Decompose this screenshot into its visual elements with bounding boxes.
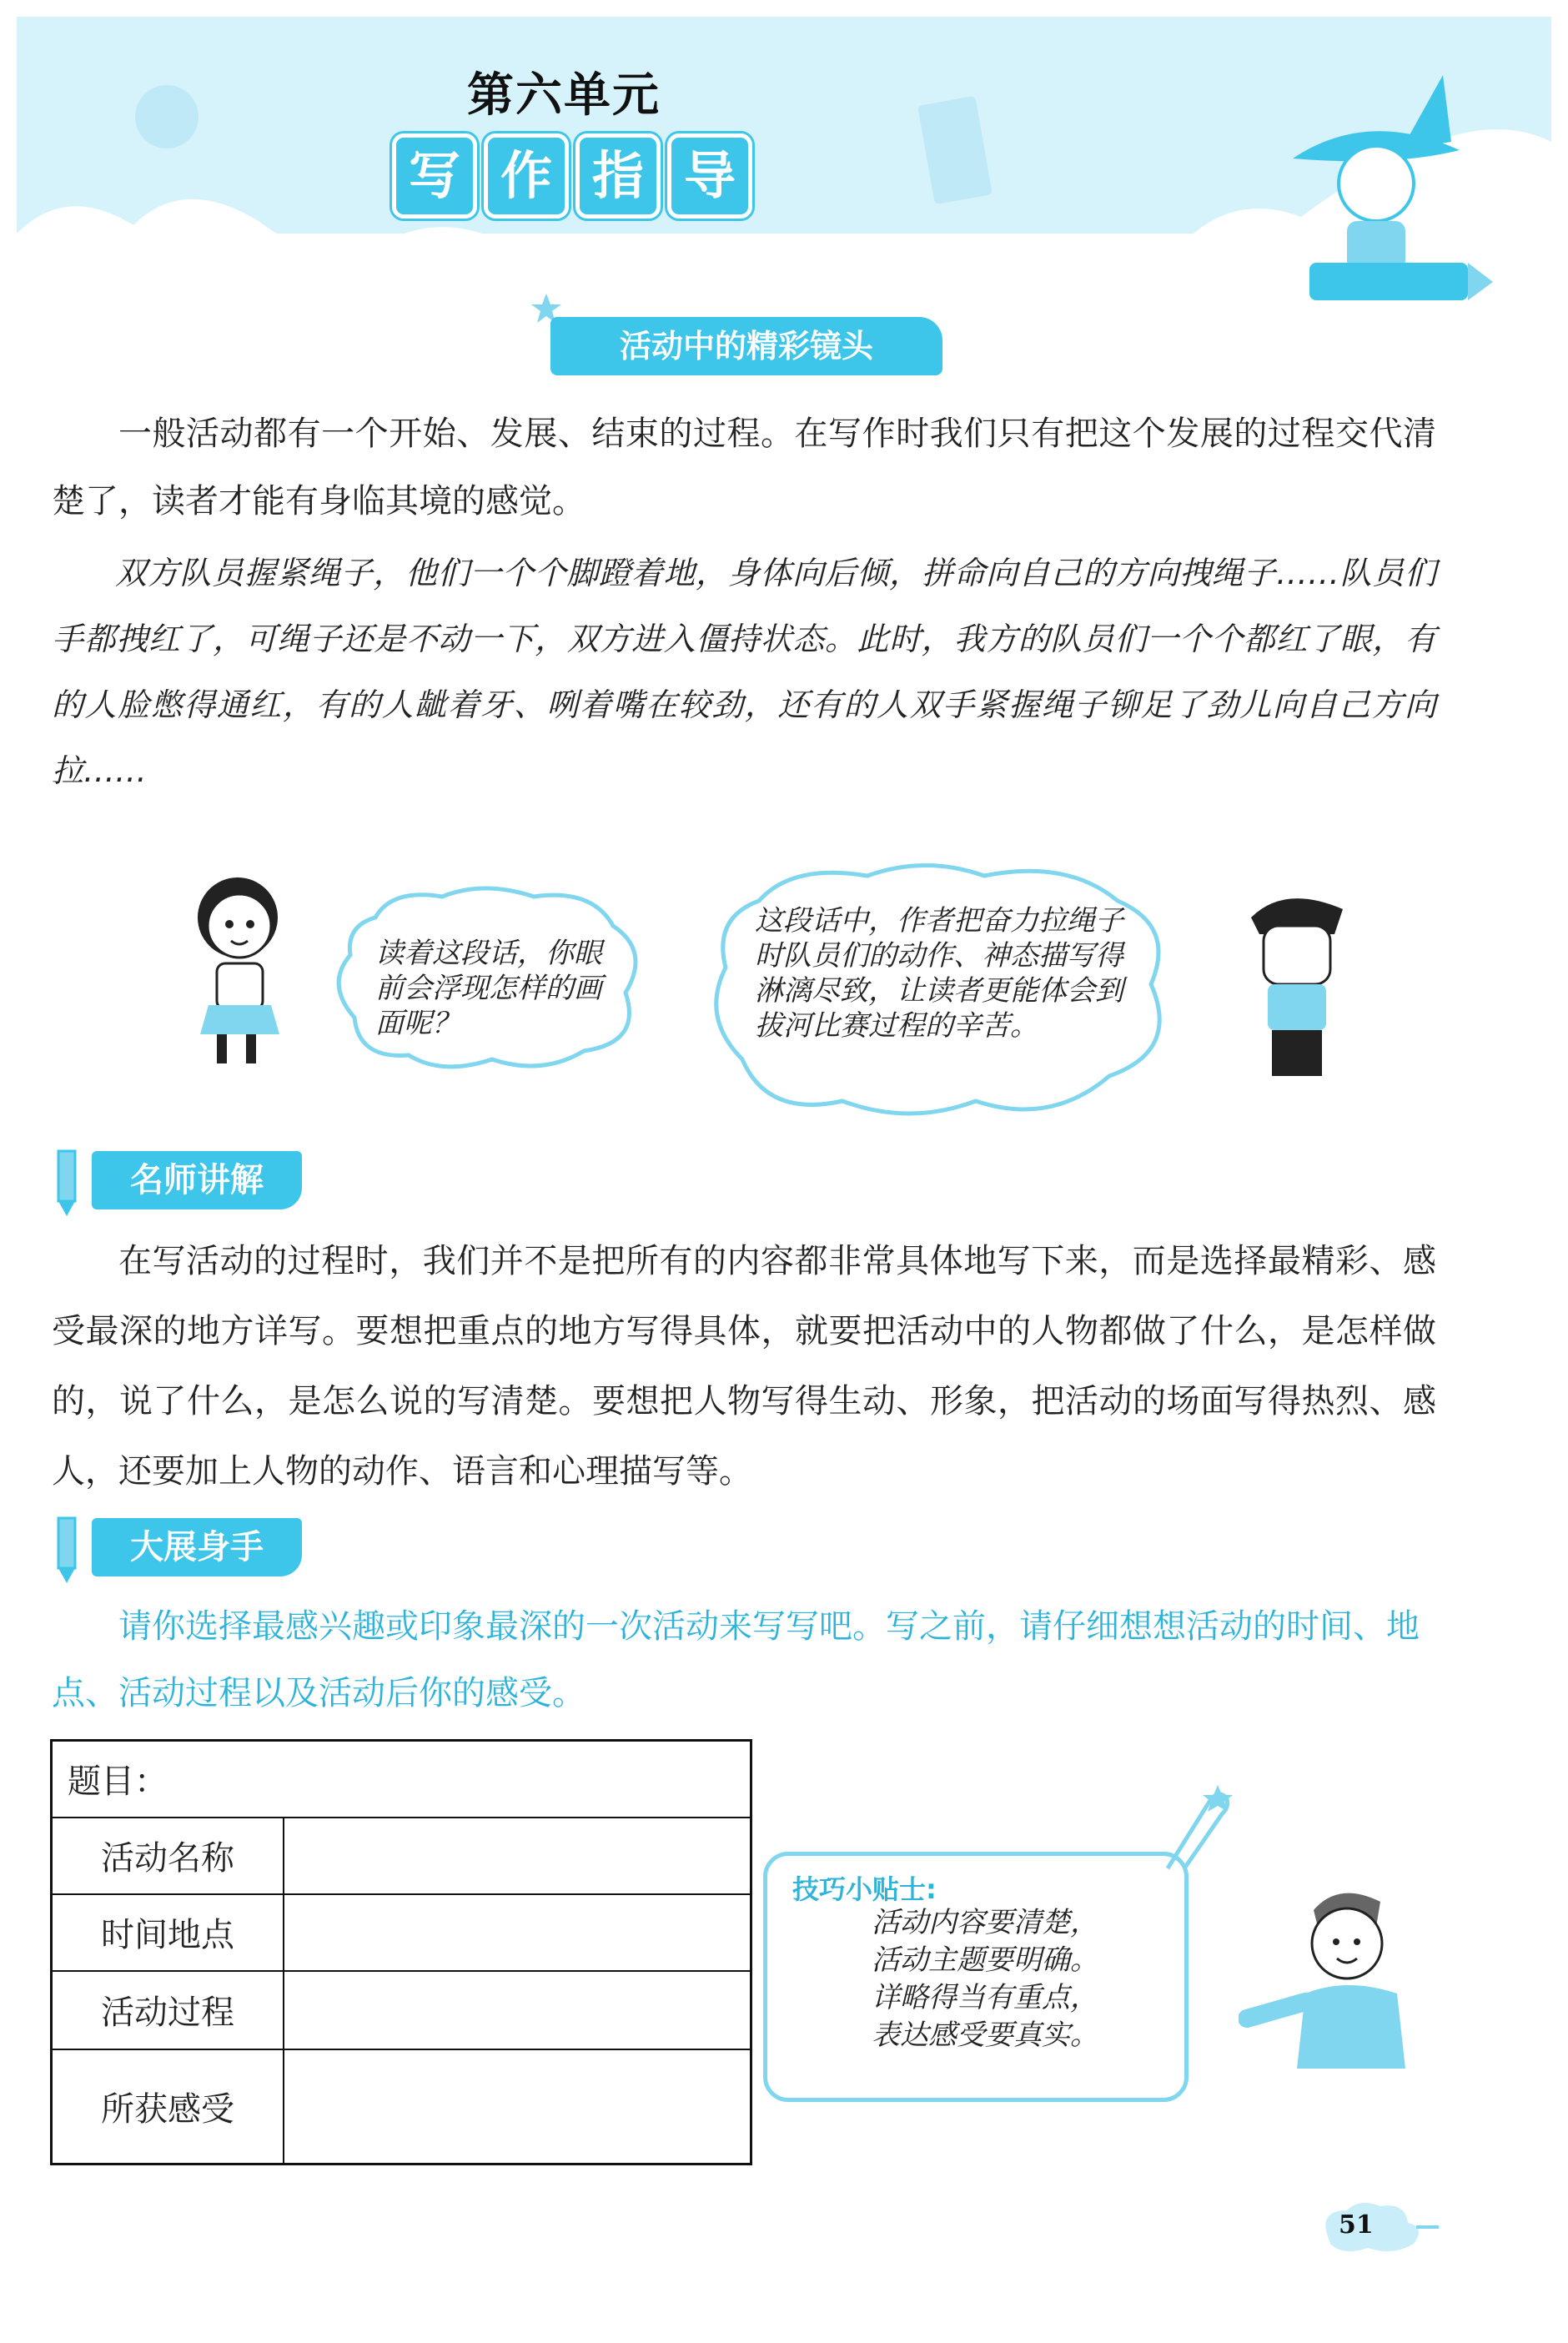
practice-instruction: 请你选择最感兴趣或印象最深的一次活动来写写吧。写之前，请仔细想想活动的时间、地点、活动过程以及活动后你的感受。	[52, 1607, 1420, 1712]
form-row-label: 活动过程	[52, 1971, 284, 2049]
intro-paragraph: 一般活动都有一个开始、发展、结束的过程。在写作时我们只有把这个发展的过程交代清楚了，读者才能有身临其境的感觉。	[52, 415, 1436, 520]
girl-on-pencil-illustration	[1276, 58, 1493, 317]
tip-line: 详略得当有重点，	[872, 1981, 1098, 2014]
bubble-right-text: 这段话中，作者把奋力拉绳子时队员们的动作、神态描写得淋漓尽致，让读者更能体会到拔河比赛过程的辛苦。	[755, 904, 1123, 1043]
unit-title: 第六单元	[467, 68, 661, 123]
writing-form-table	[50, 1739, 752, 2165]
form-row-label: 时间地点	[52, 1894, 284, 1971]
pencil-icon	[46, 1143, 88, 1218]
bubble-left-text: 读着这段话，你眼前会浮现怎样的画面呢？	[375, 937, 602, 1040]
form-row-label: 活动名称	[52, 1818, 284, 1894]
form-row-input[interactable]	[284, 1894, 751, 1971]
form-title-label: 题目：	[68, 1762, 168, 1802]
pencil-icon	[46, 1510, 88, 1585]
girl-illustration	[171, 867, 313, 1076]
teacher-explain-tag: 名师讲解	[92, 1151, 302, 1209]
guide-char-1: 写	[392, 133, 477, 219]
paperclip-icon	[1151, 1785, 1234, 1877]
tip-line: 表达感受要真实。	[872, 2019, 1098, 2052]
tips-lines	[872, 1904, 1098, 2054]
section-banner: 活动中的精彩镜头	[550, 317, 942, 375]
form-row-input[interactable]	[284, 1971, 751, 2049]
teacher-explain-text: 在写活动的过程时，我们并不是把所有的内容都非常具体地写下来，而是选择最精彩、感受最深的地方详写。要想把重点的地方写得具体，就要把活动中的人物都做了什么，是怎样做的，说了什么，是怎么说的写清楚。要想把人物写得生动、形象，把活动的场面写得热烈、感人，还要加上人物的动作、语言和心理描写等。	[52, 1242, 1436, 1491]
guide-char-2: 作	[484, 133, 569, 219]
form-row-input[interactable]	[284, 2049, 751, 2165]
guide-char-3: 指	[575, 133, 661, 219]
tips-title: 技巧小贴士:	[792, 1873, 937, 1905]
form-title-cell[interactable]	[52, 1741, 751, 1818]
form-row-input[interactable]	[284, 1818, 751, 1894]
tip-line: 活动主题要明确。	[872, 1943, 1098, 1977]
guide-char-4: 导	[667, 133, 752, 219]
practice-tag: 大展身手	[92, 1518, 302, 1576]
excerpt-paragraph: 双方队员握紧绳子，他们一个个脚蹬着地，身体向后倾，拼命向自己的方向拽绳子……队员们手都拽红了，可绳子还是不动一下，双方进入僵持状态。此时，我方的队员们一个个都红了眼，有的人脸憋得通红，有的人龇着牙、咧着嘴在较劲，还有的人双手紧握绳子铆足了劲儿向自己方向拉……	[52, 555, 1436, 789]
boy-illustration	[1234, 884, 1359, 1076]
tip-line: 活动内容要清楚，	[872, 1906, 1098, 1939]
page-number-cloud	[1309, 2194, 1443, 2260]
presenting-boy-illustration	[1239, 1877, 1447, 2069]
page-number: 51	[1339, 2210, 1374, 2240]
form-row-label: 所获感受	[52, 2049, 284, 2165]
